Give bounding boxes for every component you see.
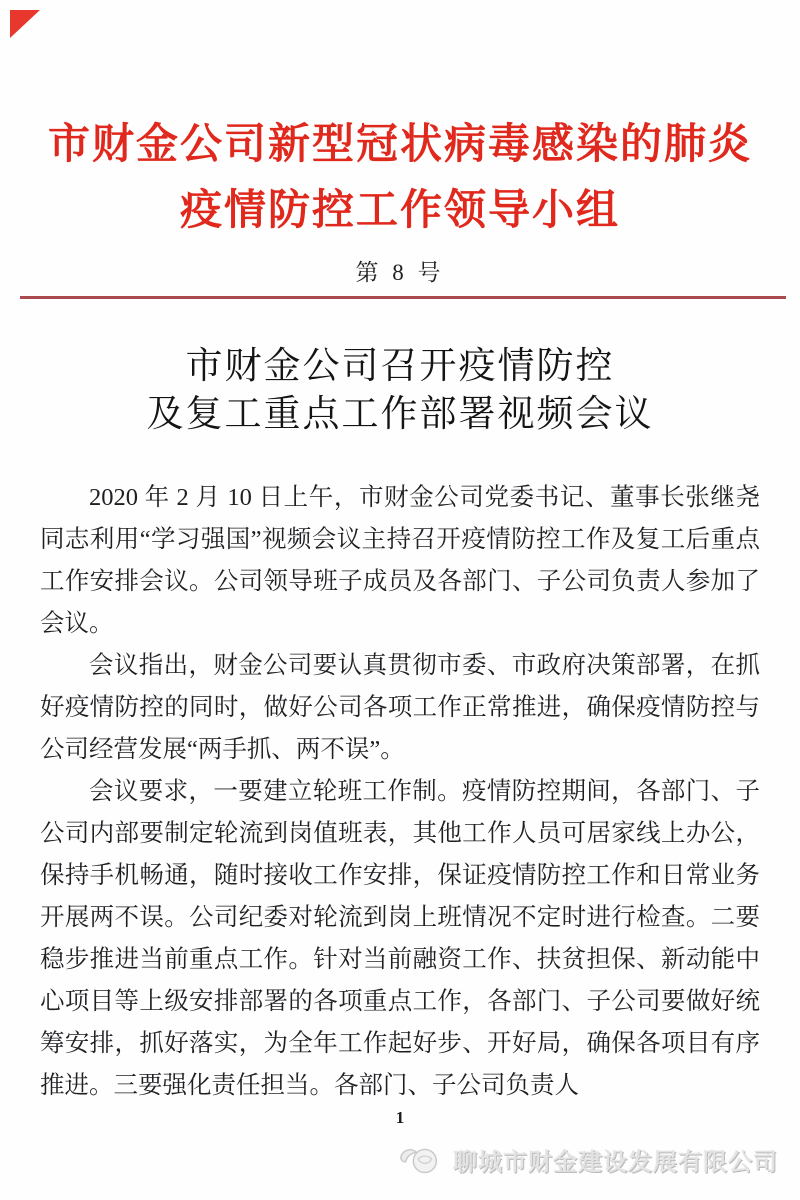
body-paragraph-1: 2020 年 2 月 10 日上午，市财金公司党委书记、董事长张继尧同志利用“学习强国”视频会议主持召开疫情防控工作及复工后重点工作安排会议。公司领导班子成员及各部门、子公司负责人参加了会议。	[40, 484, 760, 637]
page-number: 1	[395, 1108, 405, 1127]
page-corner-mark-icon	[10, 10, 40, 38]
header-divider	[20, 296, 786, 299]
company-watermark	[397, 1142, 778, 1177]
doc-number: 第 8 号	[355, 260, 445, 285]
body-paragraph-3: 会议要求，一要建立轮班工作制。疫情防控期间，各部门、子公司内部要制定轮流到岗值班表，其他工作人员可居家线上办公，保持手机畅通，随时接收工作安排，保证疫情防控工作和日常业务开展两不误。公司纪委对轮流到岗上班情况不定时进行检查。二要稳步推进当前重点工作。针对当前融资工作、扶贫担保、新动能中心项目等上级安排部署的各项重点工作，各部门、子公司要做好统筹安排，抓好落实，为全年工作起好步、开好局，确保各项目有序推进。三要强化责任担当。各部门、子公司负责人	[40, 778, 760, 1099]
company-logo-icon	[397, 1143, 445, 1177]
org-title-line1: 市财金公司新型冠状病毒感染的肺炎	[47, 122, 752, 168]
watermark-text: 聊城市财金建设发展有限公司	[453, 1150, 778, 1176]
doc-title	[0, 343, 800, 439]
doc-title-line2: 及复工重点工作部署视频会议	[146, 394, 654, 435]
org-title	[0, 112, 800, 244]
document-body	[0, 477, 800, 1107]
doc-title-line1: 市财金公司召开疫情防控	[185, 346, 615, 387]
body-paragraph-2: 会议指出，财金公司要认真贯彻市委、市政府决策部署，在抓好疫情防控的同时，做好公司各项工作正常推进，确保疫情防控与公司经营发展“两手抓、两不误”。	[40, 652, 760, 763]
org-title-line2: 疫情防控工作领导小组	[179, 188, 620, 234]
